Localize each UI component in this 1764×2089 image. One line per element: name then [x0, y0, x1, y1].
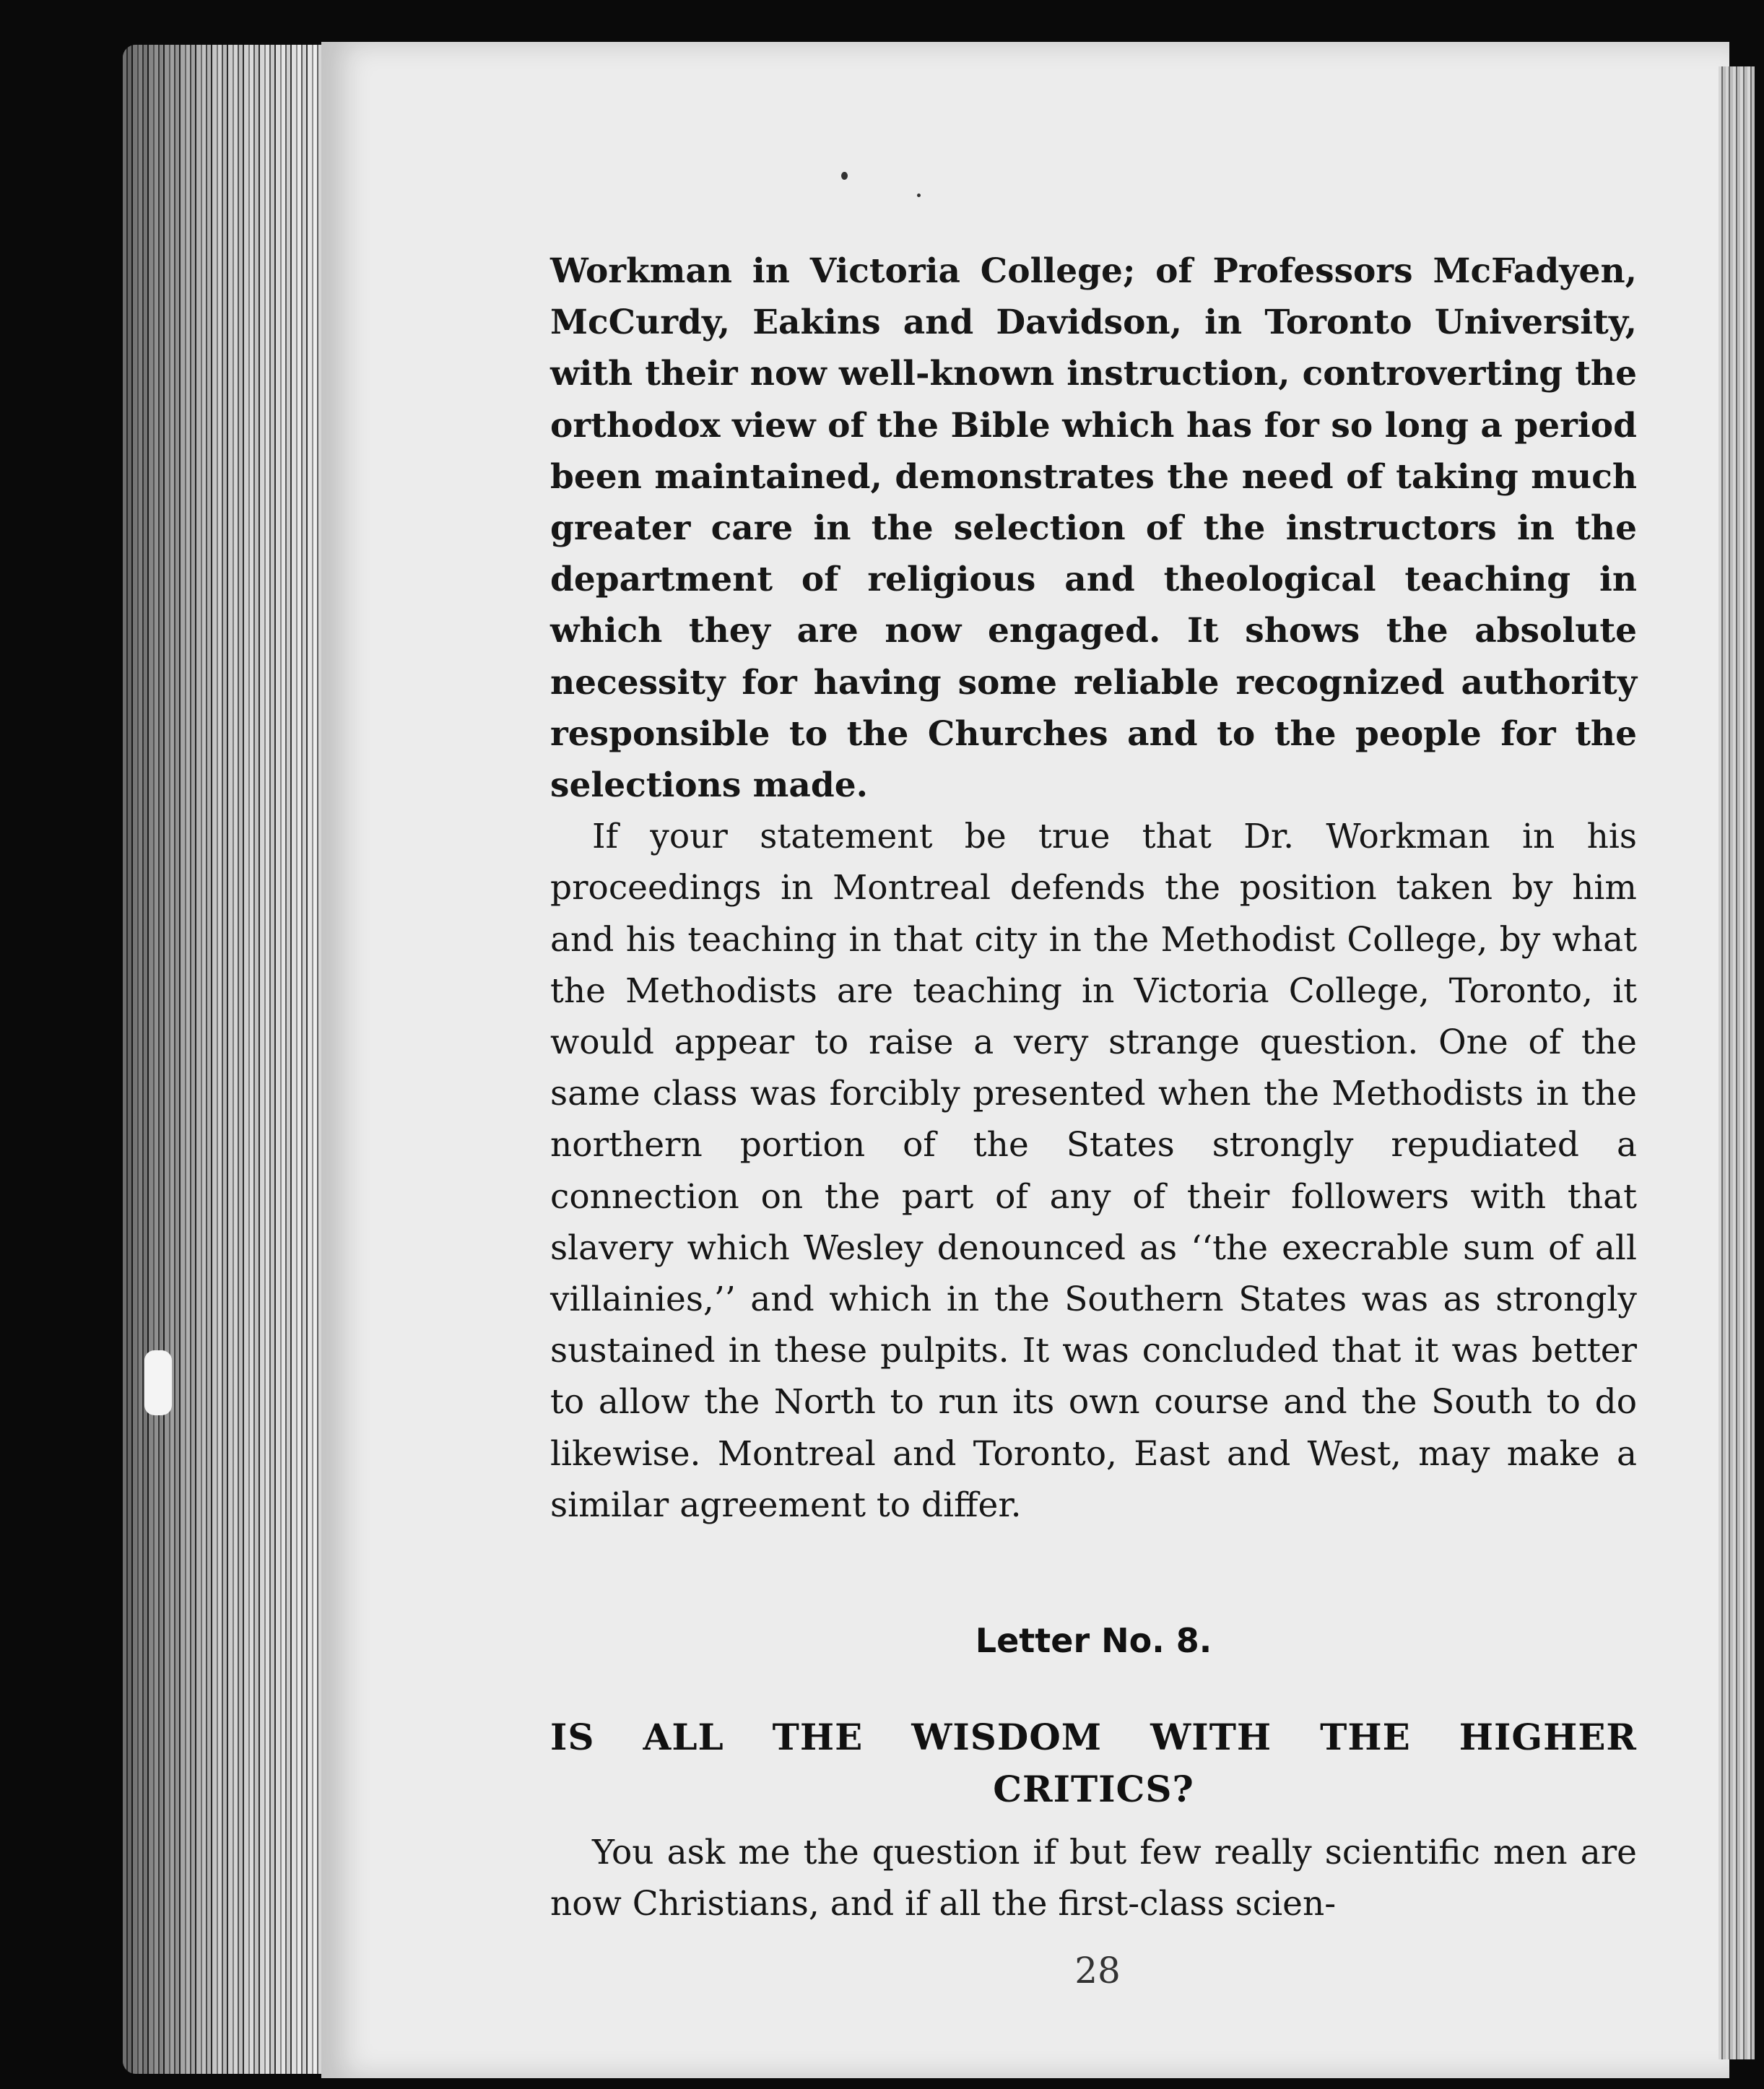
- ink-speck: [917, 194, 921, 197]
- paragraph-2: If your statement be true that Dr. Workman in his proceedings in Montreal defends the position taken by him and his teaching in that city in the Methodist College, by what the Methodists are teaching in Victoria College, Toronto, it would appear to raise a very strange question. One of the same class was forcibly presented when the Methodists in the northern portion of the States strongly repudiated a connection on the part of any of their followers with that slavery which Wesley denounced as ‘‘the execrable sum of all villainies,’’ and which in the Southern States was as strongly sustained in these pulpits. It was concluded that it was better to allow the North to run its own course and the South to do likewise. Montreal and Toronto, East and West, may make a similar agreement to differ.: [550, 817, 1637, 1525]
- page-number: 28: [1074, 1950, 1121, 1992]
- letter-heading: Letter No. 8.: [975, 1621, 1212, 1660]
- binding-mark: [144, 1350, 172, 1415]
- book-page-edges-shadow: [123, 45, 332, 2074]
- body-text: [550, 246, 1637, 1531]
- section-title: IS ALL THE WISDOM WITH THE HIGHER CRITICS?: [550, 1716, 1637, 1810]
- ink-speck: [841, 172, 848, 180]
- right-page-edge: [1719, 66, 1755, 2059]
- paragraph-1: Workman in Victoria College; of Professors McFadyen, McCurdy, Eakins and Davidson, in Toronto University, with their now well-known instruction, controverting the orthodox view of the Bible which has for so long a period been maintained, demonstrates the need of taking much greater care in the selection of the instructors in the department of religious and theological teaching in which they are now engaged. It shows the absolute necessity for having some reliable recognized authority responsible to the Churches and to the people for the selections made.: [550, 251, 1637, 806]
- paragraph-3: You ask me the question if but few really scientific men are now Christians, and if all the first-class scien-: [550, 1833, 1637, 1924]
